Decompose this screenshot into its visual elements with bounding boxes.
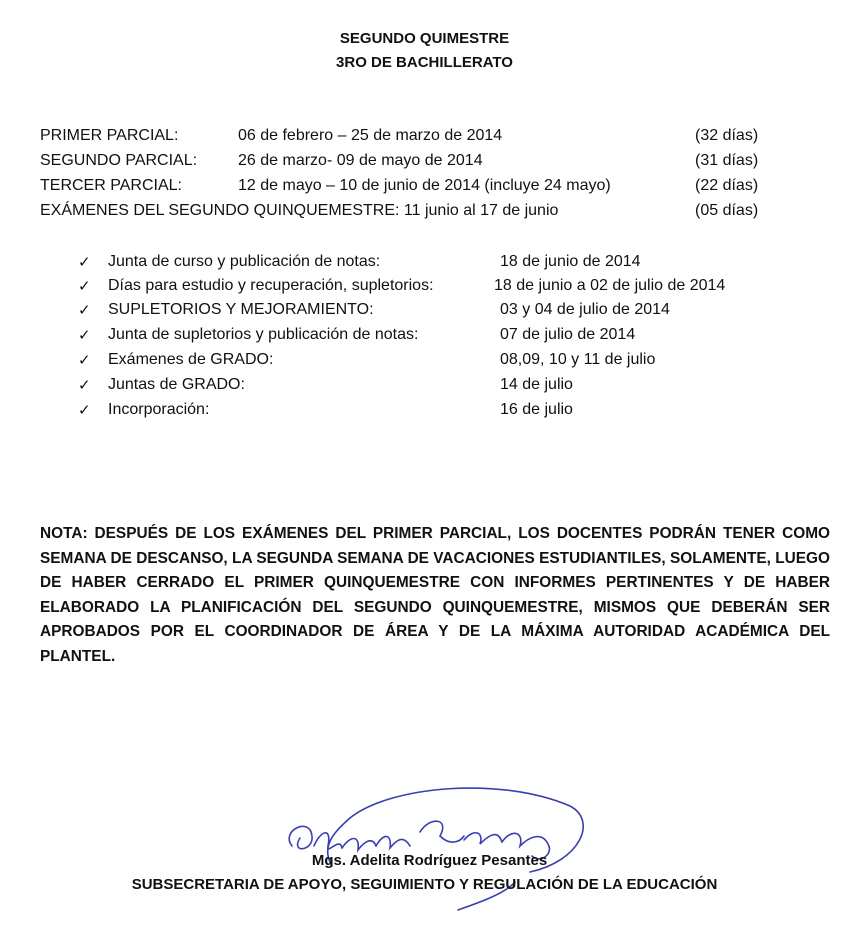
checkmark-icon: ✓ [78, 254, 91, 271]
item-date: 18 de junio de 2014 [500, 253, 641, 270]
period-row [40, 202, 780, 226]
period-dates: 06 de febrero – 25 de marzo de 2014 [238, 127, 503, 144]
period-row [40, 127, 780, 151]
document-title: SEGUNDO QUIMESTRE [339, 30, 510, 47]
item-label: Junta de supletorios y publicación de notas: [108, 326, 419, 343]
checkmark-icon: ✓ [78, 402, 91, 419]
item-date: 14 de julio [500, 376, 573, 393]
checkmark-icon: ✓ [78, 352, 91, 369]
handwritten-signature [280, 776, 600, 916]
period-days: (32 días) [695, 127, 759, 144]
period-label: PRIMER PARCIAL: [40, 127, 179, 144]
signatory-name: Mgs. Adelita Rodríguez Pesantes [311, 852, 548, 869]
item-date: 16 de julio [500, 401, 573, 418]
item-date: 08,09, 10 y 11 de julio [500, 351, 656, 368]
period-row [40, 177, 780, 201]
checkmark-icon: ✓ [78, 377, 91, 394]
item-date: 18 de junio a 02 de julio de 2014 [494, 277, 726, 294]
period-dates: 26 de marzo- 09 de mayo de 2014 [238, 152, 483, 169]
period-dates: 12 de mayo – 10 de junio de 2014 (incluye 24 mayo) [238, 177, 611, 194]
item-label: Juntas de GRADO: [108, 376, 245, 393]
item-date: 03 y 04 de julio de 2014 [500, 301, 670, 318]
item-label: Días para estudio y recuperación, supletorios: [108, 277, 434, 294]
checkmark-icon: ✓ [78, 302, 91, 319]
period-days: (05 días) [695, 202, 759, 219]
item-label: Junta de curso y publicación de notas: [108, 253, 381, 270]
note-paragraph: NOTA: DESPUÉS DE LOS EXÁMENES DEL PRIMER PARCIAL, LOS DOCENTES PODRÁN TENER COMO SEMANA DE DESCANSO, LA SEGUNDA SEMANA DE VACACIONES ESTUDIANTILES, SOLAMENTE, LUEGO DE HABER CERRADO EL PRIMER QUINQUEMESTRE CON INFORMES PERTINENTES Y DE HABER ELABORADO LA PLANIFICACIÓN DEL SEGUNDO QUINQUEMESTRE, MISMOS QUE DEBERÁN SER APROBADOS POR EL COORDINADOR DE ÁREA Y DE LA MÁXIMA AUTORIDAD ACADÉMICA DEL PLANTEL. [40, 525, 830, 665]
period-label: SEGUNDO PARCIAL: [40, 152, 198, 169]
item-date: 07 de julio de 2014 [500, 326, 636, 343]
checkmark-icon: ✓ [78, 278, 91, 295]
signatory-title: SUBSECRETARIA DE APOYO, SEGUIMIENTO Y REGULACIÓN DE LA EDUCACIÓN [131, 876, 718, 893]
period-days: (31 días) [695, 152, 759, 169]
item-label: SUPLETORIOS Y MEJORAMIENTO: [108, 301, 374, 318]
item-label: Incorporación: [108, 401, 210, 418]
period-label: TERCER PARCIAL: [40, 177, 182, 194]
period-label: EXÁMENES DEL SEGUNDO QUINQUEMESTRE: 11 junio al 17 de junio [40, 202, 559, 219]
document-subtitle: 3RO DE BACHILLERATO [336, 54, 513, 71]
period-days: (22 días) [695, 177, 759, 194]
checkmark-icon: ✓ [78, 327, 91, 344]
item-label: Exámenes de GRADO: [108, 351, 274, 368]
period-row [40, 152, 780, 176]
